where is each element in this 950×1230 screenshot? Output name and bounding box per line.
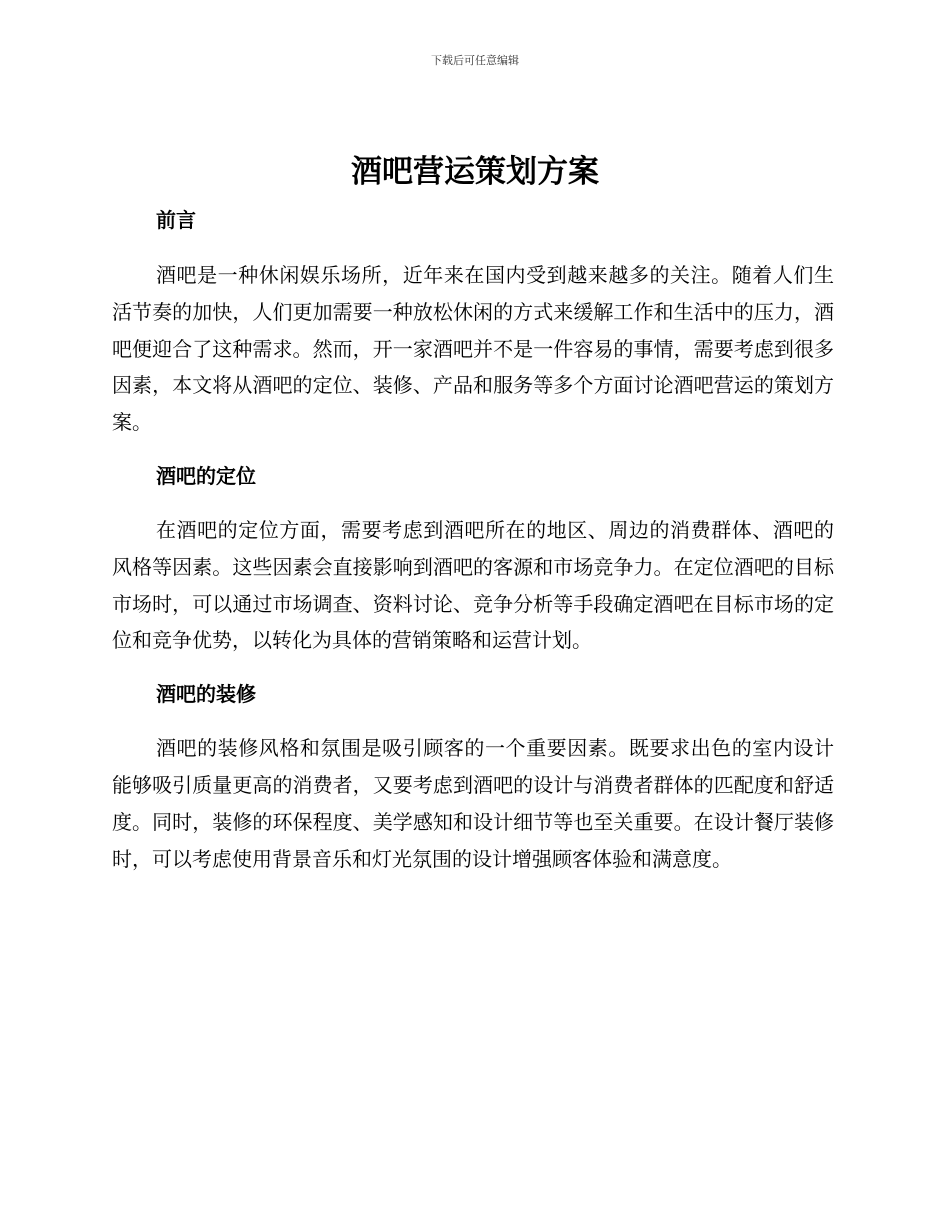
section-heading: 酒吧的定位	[156, 463, 256, 488]
section-heading: 前言	[156, 208, 196, 232]
document-content	[112, 200, 834, 892]
section-paragraph: 酒吧的装修风格和氛围是吸引顾客的一个重要因素。既要求出色的室内设计能够吸引质量更高的消费者，又要考虑到酒吧的设计与消费者群体的匹配度和舒适度。同时，装修的环保程度、美学感知和设计细节等也至关重要。在设计餐厅装修时，可以考虑使用背景音乐和灯光氛围的设计增强顾客体验和满意度。	[112, 736, 834, 871]
document-title: 酒吧营运策划方案	[351, 154, 599, 190]
section-heading: 酒吧的装修	[156, 682, 256, 707]
section-positioning	[112, 456, 834, 659]
section-paragraph: 在酒吧的定位方面，需要考虑到酒吧所在的地区、周边的消费群体、酒吧的风格等因素。这些因素会直接影响到酒吧的客源和市场竞争力。在定位酒吧的目标市场时，可以通过市场调查、资料讨论、竞争分析等手段确定酒吧在目标市场的定位和竞争优势，以转化为具体的营销策略和运营计划。	[112, 517, 834, 653]
section-preface	[112, 200, 834, 441]
section-paragraph: 酒吧是一种休闲娱乐场所，近年来在国内受到越来越多的关注。随着人们生活节奏的加快，人们更加需要一种放松休闲的方式来缓解工作和生活中的压力，酒吧便迎合了这种需求。然而，开一家酒吧并不是一件容易的事情，需要考虑到很多因素，本文将从酒吧的定位、装修、产品和服务等多个方面讨论酒吧营运的策划方案。	[112, 263, 834, 435]
section-decoration	[112, 674, 834, 877]
page-header-note: 下载后可任意编辑	[431, 54, 519, 67]
